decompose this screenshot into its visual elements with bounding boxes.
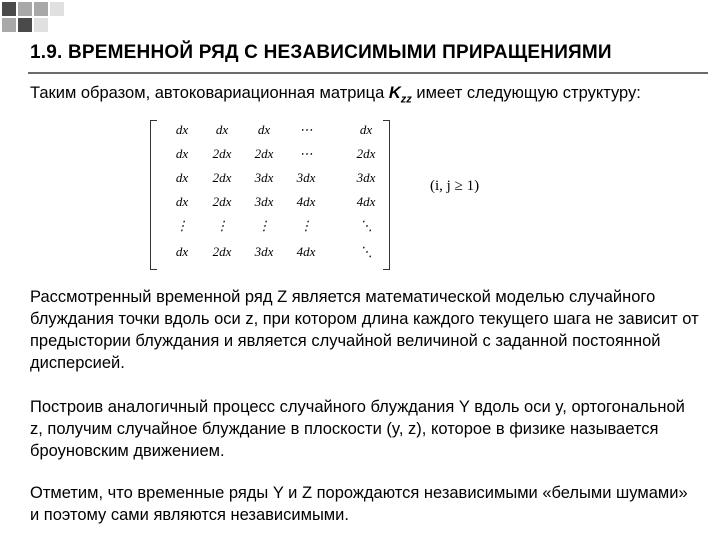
matrix-cell: dx [175, 122, 189, 137]
matrix-cell: 2dx [212, 194, 232, 209]
corner-decoration [0, 0, 90, 40]
intro-paragraph [30, 82, 700, 110]
deco-square [34, 2, 48, 16]
paragraph-random-walk: Рассмотренный временной ряд Z является математической моделью случайного блуждания точки вдоль оси z, при котором длина каждого текущего шага не зависит от предыстории блуждания и является случайной величиной с заданной постоянной дисперсией. [30, 288, 699, 372]
matrix-cell: 2dx [212, 146, 232, 161]
title-divider [28, 72, 708, 74]
intro-text-before: Таким образом, автоковариационная матрица [30, 84, 389, 102]
matrix-cell: 2dx [356, 146, 376, 161]
paragraph-white-noise: Отметим, что временные ряды Y и Z порождаются независимыми «белыми шумами» и поэтому сами являются независимыми. [30, 484, 688, 524]
matrix-subscript: zz [400, 93, 412, 106]
matrix-cell: dx [215, 122, 229, 137]
matrix-cell: ⋱ [359, 218, 373, 233]
matrix-cell: 4dx [296, 244, 316, 259]
slide-title: 1.9. ВРЕМЕННОЙ РЯД С НЕЗАВИСИМЫМИ ПРИРАЩЕНИЯМИ [30, 42, 612, 63]
matrix-cell: dx [175, 170, 189, 185]
matrix-cell: 3dx [254, 244, 274, 259]
matrix-cell: ⋯ [299, 146, 313, 161]
matrix-symbol: K [388, 84, 401, 102]
deco-square [18, 18, 32, 32]
matrix-cell: dx [175, 146, 189, 161]
matrix-cell: ⋮ [299, 218, 313, 233]
autocovariance-matrix [150, 120, 390, 270]
matrix-cell: dx [359, 122, 373, 137]
matrix-cell: 3dx [356, 170, 376, 185]
matrix-cell: 2dx [212, 244, 232, 259]
matrix-cell: ⋮ [257, 218, 271, 233]
matrix-cell: ⋱ [359, 244, 373, 259]
matrix-cell: 2dx [212, 170, 232, 185]
deco-square [50, 2, 64, 16]
matrix-cell: 2dx [254, 146, 274, 161]
matrix-cell: 3dx [296, 170, 316, 185]
index-condition: (i, j ≥ 1) [430, 178, 480, 194]
matrix-cell: 3dx [254, 170, 274, 185]
deco-square [2, 18, 16, 32]
paragraph-brownian: Построив аналогичный процесс случайного блуждания Y вдоль оси y, ортогональной z, получим случайное блуждание в плоскости (y, z), которое в физике называется броуновским движением. [30, 398, 685, 460]
matrix-cell: 3dx [254, 194, 274, 209]
deco-square [34, 18, 48, 32]
matrix-left-bracket [150, 120, 157, 270]
deco-square [18, 2, 32, 16]
matrix-cell: dx [175, 194, 189, 209]
matrix-cell: dx [175, 244, 189, 259]
deco-square [2, 2, 16, 16]
matrix-cell: ⋮ [215, 218, 229, 233]
intro-text-after: имеет следующую структуру: [411, 84, 641, 102]
matrix-cell: ⋮ [175, 218, 189, 233]
matrix-cell: 4dx [296, 194, 316, 209]
matrix-cell: 4dx [356, 194, 376, 209]
matrix-cell: ⋯ [299, 122, 313, 137]
matrix-cell: dx [257, 122, 271, 137]
